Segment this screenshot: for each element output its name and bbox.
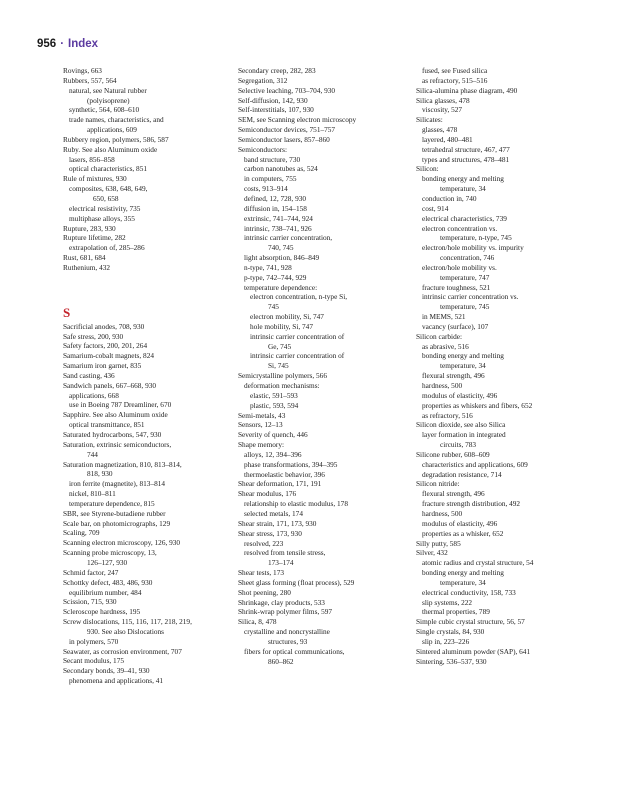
index-entry: Sensors, 12–13 bbox=[238, 420, 283, 430]
index-entry: light absorption, 846–849 bbox=[244, 253, 320, 263]
index-entry: circuits, 783 bbox=[440, 440, 477, 450]
index-entry: Silicone rubber, 608–609 bbox=[416, 449, 490, 459]
index-entry: electrical resistivity, 735 bbox=[69, 203, 141, 213]
index-entry: Semiconductors: bbox=[238, 144, 288, 154]
index-entry: fused, see Fused silica bbox=[422, 66, 488, 75]
index-entry: bonding energy and melting bbox=[422, 174, 504, 184]
index-entry: Silica glasses, 478 bbox=[416, 95, 470, 105]
index-entry: Selective leaching, 703–704, 930 bbox=[238, 85, 336, 95]
section-letter: S bbox=[63, 304, 71, 320]
index-entry: temperature, 34 bbox=[440, 577, 486, 587]
index-entry: vacancy (surface), 107 bbox=[422, 321, 489, 331]
index-entry: intrinsic carrier concentration of bbox=[250, 331, 345, 341]
index-entry: flexural strength, 496 bbox=[422, 371, 485, 381]
index-entry: thermal properties, 789 bbox=[422, 607, 490, 617]
index-entry: cost, 914 bbox=[422, 203, 449, 213]
index-entry: 745 bbox=[268, 302, 279, 312]
index-entry: Self-diffusion, 142, 930 bbox=[238, 95, 308, 105]
index-entry: Silica-alumina phase diagram, 490 bbox=[416, 85, 518, 95]
index-entry: SEM, see Scanning electron microscopy bbox=[238, 115, 357, 125]
index-entry: resolved, 223 bbox=[244, 538, 284, 548]
index-entry: in MEMS, 521 bbox=[422, 312, 466, 322]
index-entry: Seawater, as corrosion environment, 707 bbox=[63, 646, 182, 656]
index-entry: Secondary creep, 282, 283 bbox=[238, 66, 316, 75]
index-entry: Semiconductor lasers, 857–860 bbox=[238, 134, 330, 144]
index-entry: Shear modulus, 176 bbox=[238, 489, 297, 499]
index-entry: Rule of mixtures, 930 bbox=[63, 174, 127, 184]
index-entry: Silver, 432 bbox=[416, 548, 448, 558]
index-entry: intrinsic carrier concentration of bbox=[250, 351, 345, 361]
index-entry: temperature, 34 bbox=[440, 361, 486, 371]
index-entry: electron concentration, n-type Si, bbox=[250, 292, 348, 302]
index-entry: Samarium iron garnet, 835 bbox=[63, 361, 142, 371]
section-gap bbox=[63, 273, 228, 304]
index-entry: Shrinkage, clay products, 533 bbox=[238, 597, 325, 607]
index-entry: selected metals, 174 bbox=[244, 508, 303, 518]
index-entry: Ruthenium, 432 bbox=[63, 262, 111, 272]
index-entry: extrapolation of, 285–286 bbox=[69, 243, 145, 253]
index-entry: as refractory, 515–516 bbox=[422, 75, 488, 85]
index-entry: synthetic, 564, 608–610 bbox=[69, 105, 140, 115]
index-entry: viscosity, 527 bbox=[422, 105, 463, 115]
index-entry: electron mobility, Si, 747 bbox=[250, 312, 324, 322]
index-entry: costs, 913–914 bbox=[244, 184, 288, 194]
index-entry: Shape memory: bbox=[238, 440, 285, 450]
index-entry: 818, 930 bbox=[87, 469, 113, 479]
index-entry: temperature dependence: bbox=[244, 282, 318, 292]
index-entry: tetrahedral structure, 467, 477 bbox=[422, 144, 510, 154]
index-entry: Scanning electron microscopy, 126, 930 bbox=[63, 538, 181, 548]
index-entry: Sintered aluminum powder (SAP), 641 bbox=[416, 646, 531, 656]
index-entry: Safe stress, 200, 930 bbox=[63, 331, 124, 341]
index-entry: Secondary bonds, 39–41, 930 bbox=[63, 666, 150, 676]
index-entry: hole mobility, Si, 747 bbox=[250, 321, 313, 331]
page-number: 956 bbox=[37, 38, 57, 50]
index-entry: fibers for optical communications, bbox=[244, 646, 345, 656]
index-entry: Single crystals, 84, 930 bbox=[416, 627, 485, 637]
index-entry: Schottky defect, 483, 486, 930 bbox=[63, 577, 153, 587]
index-entry: structures, 93 bbox=[268, 636, 308, 646]
index-entry: 650, 658 bbox=[93, 193, 119, 203]
index-entry: Semi-metals, 43 bbox=[238, 410, 286, 420]
index-entry: Simple cubic crystal structure, 56, 57 bbox=[416, 617, 525, 627]
index-entry: Sintering, 536–537, 930 bbox=[416, 656, 487, 666]
index-entry: temperature, 745 bbox=[440, 302, 490, 312]
index-entry: 744 bbox=[87, 449, 98, 459]
index-entry: thermoelastic behavior, 396 bbox=[244, 469, 325, 479]
index-entry: Shear strain, 171, 173, 930 bbox=[238, 518, 317, 528]
index-entry: modulus of elasticity, 496 bbox=[422, 390, 498, 400]
index-entry: Silicon carbide: bbox=[416, 331, 462, 341]
index-entry: Scission, 715, 930 bbox=[63, 597, 117, 607]
page-header bbox=[37, 38, 98, 50]
index-entry: temperature, 34 bbox=[440, 184, 486, 194]
index-entry: carbon nanotubes as, 524 bbox=[244, 164, 318, 174]
index-entry: Silicon dioxide, see also Silica bbox=[416, 420, 506, 430]
index-entry: Semiconductor devices, 751–757 bbox=[238, 125, 336, 135]
index-entry: Shear deformation, 171, 191 bbox=[238, 479, 322, 489]
index-entry: defined, 12, 728, 930 bbox=[244, 193, 307, 203]
index-column-1 bbox=[63, 66, 228, 686]
index-entry: Silicates: bbox=[416, 115, 443, 125]
index-entry: fracture toughness, 521 bbox=[422, 282, 491, 292]
index-entry: 126–127, 930 bbox=[87, 557, 128, 567]
index-entry: nickel, 810–811 bbox=[69, 489, 116, 499]
index-entry: as refractory, 516 bbox=[422, 410, 473, 420]
index-entry: applications, 609 bbox=[87, 125, 137, 135]
index-entry: multiphase alloys, 355 bbox=[69, 213, 135, 223]
index-entry: Scaling, 709 bbox=[63, 528, 100, 538]
index-entry: Sacrificial anodes, 708, 930 bbox=[63, 321, 145, 331]
index-entry: Safety factors, 200, 201, 264 bbox=[63, 341, 148, 351]
index-entry: fracture strength distribution, 492 bbox=[422, 499, 521, 509]
index-entry: glasses, 478 bbox=[422, 125, 458, 135]
index-entry: layered, 480–481 bbox=[422, 134, 473, 144]
index-entry: equilibrium number, 484 bbox=[69, 587, 142, 597]
index-entry: modulus of elasticity, 496 bbox=[422, 518, 498, 528]
index-entry: trade names, characteristics, and bbox=[69, 115, 164, 125]
index-entry: Silly putty, 585 bbox=[416, 538, 461, 548]
index-entry: Secant modulus, 175 bbox=[63, 656, 125, 666]
index-entry: in computers, 755 bbox=[244, 174, 297, 184]
index-entry: as abrasive, 516 bbox=[422, 341, 469, 351]
index-entry: Sapphire. See also Aluminum oxide bbox=[63, 410, 168, 420]
index-entry: Rupture, 283, 930 bbox=[63, 223, 116, 233]
index-entry: concentration, 746 bbox=[440, 253, 495, 263]
index-column-2 bbox=[238, 66, 406, 666]
index-entry: electron concentration vs. bbox=[422, 223, 498, 233]
index-entry: Sand casting, 436 bbox=[63, 370, 115, 380]
index-entry: hardness, 500 bbox=[422, 381, 463, 390]
index-entry: Shear tests, 173 bbox=[238, 568, 285, 578]
index-entry: optical characteristics, 851 bbox=[69, 164, 148, 174]
index-entry: Si, 745 bbox=[268, 361, 289, 371]
index-entry: Shear stress, 173, 930 bbox=[238, 528, 302, 538]
index-entry: applications, 668 bbox=[69, 390, 119, 400]
index-entry: (polyisoprene) bbox=[87, 95, 130, 105]
index-entry: bonding energy and melting bbox=[422, 351, 504, 361]
index-entry: Ge, 745 bbox=[268, 341, 292, 351]
index-entry: Scale bar, on photomicrographs, 129 bbox=[63, 518, 171, 528]
index-entry: 930. See also Dislocations bbox=[87, 626, 165, 636]
index-entry: Segregation, 312 bbox=[238, 75, 288, 85]
section-title: Index bbox=[68, 38, 99, 50]
index-entry: intrinsic carrier concentration vs. bbox=[422, 292, 519, 302]
index-entry: electron/hole mobility vs. impurity bbox=[422, 243, 524, 253]
index-entry: Rupture lifetime, 282 bbox=[63, 233, 126, 243]
index-entry: Silicon nitride: bbox=[416, 479, 460, 489]
index-entry: relationship to elastic modulus, 178 bbox=[244, 499, 348, 509]
index-entry: use in Boeing 787 Dreamliner, 670 bbox=[69, 400, 172, 410]
index-entry: temperature dependence, 815 bbox=[69, 498, 155, 508]
index-entry: Rust, 681, 684 bbox=[63, 253, 106, 263]
index-entry: resolved from tensile stress, bbox=[244, 548, 326, 558]
index-entry: electrical conductivity, 158, 733 bbox=[422, 587, 516, 597]
index-entry: Rovings, 663 bbox=[63, 66, 102, 75]
index-entry: properties as a whisker, 652 bbox=[422, 528, 504, 538]
index-entry: Scleroscope hardness, 195 bbox=[63, 607, 141, 617]
index-entry: intrinsic carrier concentration, bbox=[244, 233, 333, 243]
index-entry: crystalline and noncrystalline bbox=[244, 627, 330, 637]
index-entry: p-type, 742–744, 929 bbox=[244, 272, 307, 282]
index-entry: Ruby. See also Aluminum oxide bbox=[63, 144, 158, 154]
index-entry: atomic radius and crystal structure, 54 bbox=[422, 558, 534, 568]
index-entry: iron ferrite (magnetite), 813–814 bbox=[69, 479, 166, 489]
index-entry: Sheet glass forming (float process), 529 bbox=[238, 577, 355, 587]
index-entry: diffusion in, 154–158 bbox=[244, 203, 307, 213]
index-entry: Samarium-cobalt magnets, 824 bbox=[63, 351, 154, 361]
index-entry: electron/hole mobility vs. bbox=[422, 262, 497, 272]
header-separator: · bbox=[60, 38, 65, 50]
index-entry: Rubbers, 557, 564 bbox=[63, 75, 117, 85]
index-entry: layer formation in integrated bbox=[422, 430, 506, 440]
index-entry: flexural strength, 496 bbox=[422, 489, 485, 499]
index-entry: intrinsic, 738–741, 926 bbox=[244, 223, 312, 233]
index-entry: Schmid factor, 247 bbox=[63, 567, 119, 577]
index-entry: Screw dislocations, 115, 116, 117, 218, 219, bbox=[63, 617, 192, 627]
index-entry: types and structures, 478–481 bbox=[422, 154, 510, 164]
index-entry: 860–862 bbox=[268, 656, 294, 666]
index-entry: Self-interstitials, 107, 930 bbox=[238, 105, 314, 115]
index-entry: characteristics and applications, 609 bbox=[422, 459, 528, 469]
index-entry: conduction in, 740 bbox=[422, 193, 477, 203]
index-entry: lasers, 856–858 bbox=[69, 154, 115, 164]
index-entry: Rubbery region, polymers, 586, 587 bbox=[63, 134, 169, 144]
index-entry: elastic, 591–593 bbox=[250, 390, 298, 400]
index-entry: phase transformations, 394–395 bbox=[244, 459, 338, 469]
index-entry: Saturated hydrocarbons, 547, 930 bbox=[63, 430, 162, 439]
index-entry: extrinsic, 741–744, 924 bbox=[244, 213, 313, 223]
index-entry: natural, see Natural rubber bbox=[69, 85, 147, 95]
index-entry: hardness, 500 bbox=[422, 508, 463, 518]
index-entry: slip in, 223–226 bbox=[422, 636, 470, 646]
index-entry: Severity of quench, 446 bbox=[238, 430, 308, 440]
index-entry: Scanning probe microscopy, 13, bbox=[63, 548, 157, 558]
index-entry: deformation mechanisms: bbox=[244, 381, 320, 390]
index-column-3 bbox=[416, 66, 586, 666]
index-entry: in polymers, 570 bbox=[69, 636, 119, 646]
index-entry: temperature, n-type, 745 bbox=[440, 233, 512, 243]
index-entry: composites, 638, 648, 649, bbox=[69, 184, 148, 194]
index-entry: Shrink-wrap polymer films, 597 bbox=[238, 607, 333, 617]
index-entry: bonding energy and melting bbox=[422, 568, 504, 578]
index-entry: optical transmittance, 851 bbox=[69, 420, 145, 430]
index-entry: Semicrystalline polymers, 566 bbox=[238, 371, 327, 381]
index-entry: Saturation, extrinsic semiconductors, bbox=[63, 439, 172, 449]
index-entry: electrical characteristics, 739 bbox=[422, 213, 507, 223]
index-entry: alloys, 12, 394–396 bbox=[244, 449, 302, 459]
index-entry: n-type, 741, 928 bbox=[244, 262, 292, 272]
index-entry: Silica, 8, 478 bbox=[238, 617, 277, 627]
index-entry: properties as whiskers and fibers, 652 bbox=[422, 400, 533, 410]
index-entry: band structure, 730 bbox=[244, 154, 301, 164]
index-entry: plastic, 593, 594 bbox=[250, 400, 299, 410]
index-entry: Silicon: bbox=[416, 164, 439, 174]
index-entry: SBR, see Styrene-butadiene rubber bbox=[63, 508, 166, 518]
index-entry: degradation resistance, 714 bbox=[422, 469, 502, 479]
index-entry: 740, 745 bbox=[268, 243, 294, 253]
index-entry: Sandwich panels, 667–668, 930 bbox=[63, 380, 157, 390]
index-entry: temperature, 747 bbox=[440, 272, 490, 282]
index-entry: phenomena and applications, 41 bbox=[69, 676, 164, 686]
index-entry: Shot peening, 280 bbox=[238, 587, 291, 597]
index-entry: Saturation magnetization, 810, 813–814, bbox=[63, 459, 182, 469]
index-entry: slip systems, 222 bbox=[422, 597, 473, 607]
index-entry: 173–174 bbox=[268, 558, 294, 568]
